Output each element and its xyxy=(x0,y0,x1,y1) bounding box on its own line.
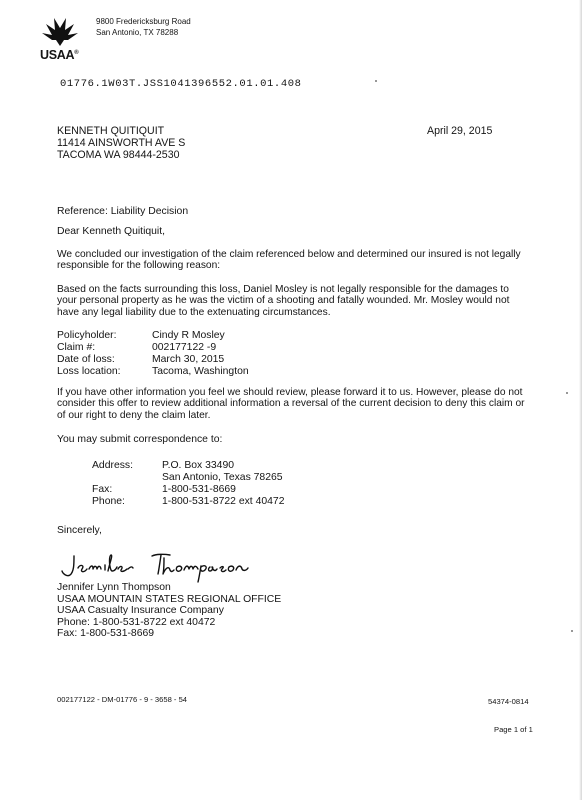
paragraph-correspondence: You may submit correspondence to: xyxy=(57,434,223,445)
policyholder-value: Cindy R Mosley xyxy=(152,330,225,341)
scan-speck xyxy=(375,80,377,82)
phone-label: Phone: xyxy=(92,496,125,507)
scan-speck xyxy=(566,392,568,394)
loss-location-label: Loss location: xyxy=(57,366,121,377)
paragraph-review: If you have other information you feel we should review, please forward it to us. However, please do not consider this offer to review additional information a reversal of the current decision to deny this claim or of our right to deny the claim later. xyxy=(57,387,525,421)
eagle-icon xyxy=(40,16,80,46)
claim-number-label: Claim #: xyxy=(57,342,96,353)
address-value: P.O. Box 33490 San Antonio, Texas 78265 xyxy=(162,460,283,483)
scan-speck xyxy=(571,630,573,632)
phone-value: 1-800-531-8722 ext 40472 xyxy=(162,496,285,507)
tracking-code: 01776.1W03T.JSS1041396552.01.01.408 xyxy=(60,78,302,90)
letter-date: April 29, 2015 xyxy=(427,125,493,137)
salutation: Dear Kenneth Quitiquit, xyxy=(57,226,166,237)
date-of-loss-label: Date of loss: xyxy=(57,354,115,365)
address-label: Address: xyxy=(92,460,134,471)
policyholder-label: Policyholder: xyxy=(57,330,117,341)
page-number: Page 1 of 1 xyxy=(494,725,533,734)
loss-location-value: Tacoma, Washington xyxy=(152,366,249,377)
document-code: 002177122 - DM-01776 - 9 - 3658 - 54 xyxy=(57,695,188,704)
handwritten-signature xyxy=(60,550,280,584)
return-address: 9800 Fredericksburg Road San Antonio, TX 78288 xyxy=(96,17,191,37)
reference-line: Reference: Liability Decision xyxy=(57,206,189,217)
date-of-loss-value: March 30, 2015 xyxy=(152,354,225,365)
paragraph-conclusion: We concluded our investigation of the claim referenced below and determined our insured is not legally responsible for the following reason: xyxy=(57,249,521,272)
fax-label: Fax: xyxy=(92,484,113,495)
logo-text: USAA® xyxy=(40,48,79,62)
fax-value: 1-800-531-8669 xyxy=(162,484,236,495)
usaa-logo xyxy=(40,16,90,64)
recipient-address: KENNETH QUITIQUIT 11414 AINSWORTH AVE S TACOMA WA 98444-2530 xyxy=(57,125,186,161)
claim-number-value: 002177122 -9 xyxy=(152,342,217,353)
signer-block: Jennifer Lynn Thompson USAA MOUNTAIN STATES REGIONAL OFFICE USAA Casualty Insurance Company Phone: 1-800-531-8722 ext 40472 Fax: 1-800-531-8669 xyxy=(57,582,282,639)
form-number: 54374-0814 xyxy=(488,697,529,706)
closing: Sincerely, xyxy=(57,525,102,536)
paragraph-facts: Based on the facts surrounding this loss, Daniel Mosley is not legally responsible for the damages to your personal property as he was the victim of a shooting and fatally wounded. Mr. Mosley would not have any legal liability due to the extenuating circumstances. xyxy=(57,284,510,318)
